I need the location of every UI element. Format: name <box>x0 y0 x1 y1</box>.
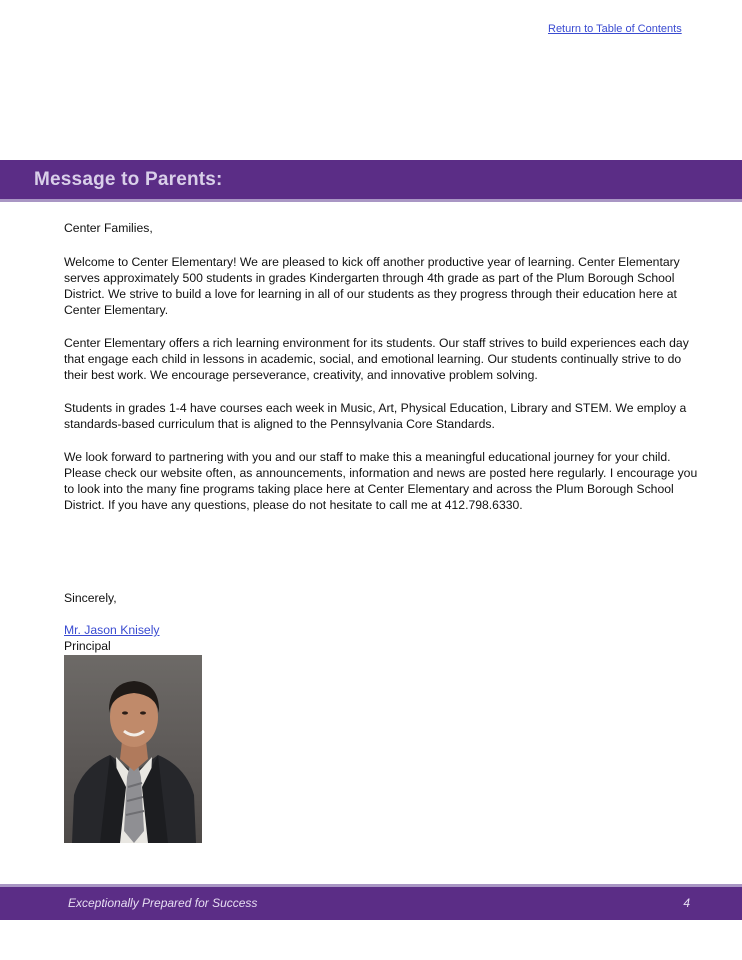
principal-photo <box>64 655 202 843</box>
letter-salutation: Center Families, <box>64 221 153 235</box>
letter-paragraph: Students in grades 1-4 have courses each week in Music, Art, Physical Education, Library and STEM. We employ a standards-based curriculum that is aligned to the Pennsylvania Core Standards. <box>64 401 687 431</box>
letter-paragraph: Welcome to Center Elementary! We are pleased to kick off another productive year of learning. Center Elementary serves approximately 500 students in grades Kindergarten through 4th grade as part of the Plum Borough School District. We strive to build a love for learning in all of our students as they progress through their education here at Center Elementary. <box>64 255 680 317</box>
return-to-toc-link[interactable]: Return to Table of Contents <box>548 23 682 35</box>
principal-name-link[interactable]: Mr. Jason Knisely <box>64 623 160 637</box>
footer-bar <box>0 884 742 920</box>
page-number: 4 <box>683 896 690 910</box>
footer-tagline: Exceptionally Prepared for Success <box>68 896 258 910</box>
letter-closing: Sincerely, <box>64 591 117 605</box>
letter-paragraph: Center Elementary offers a rich learning environment for its students. Our staff strives to build experiences each day that engage each child in lessons in academic, social, and emotional learning. Our students continually strive to do their best work. We encourage perseverance, creativity, and innovative problem solving. <box>64 336 689 382</box>
section-banner <box>0 160 742 202</box>
section-title: Message to Parents: <box>34 169 223 190</box>
letter-paragraph: We look forward to partnering with you and our staff to make this a meaningful educational journey for your child. Please check our website often, as announcements, information and news are posted here regularly. I encourage you to look into the many fine programs taking place here at Center Elementary and across the Plum Borough School District. If you have any questions, please do not hesitate to call me at 412.798.6330. <box>64 450 698 512</box>
letter-body <box>64 220 700 530</box>
principal-title: Principal <box>64 639 111 653</box>
